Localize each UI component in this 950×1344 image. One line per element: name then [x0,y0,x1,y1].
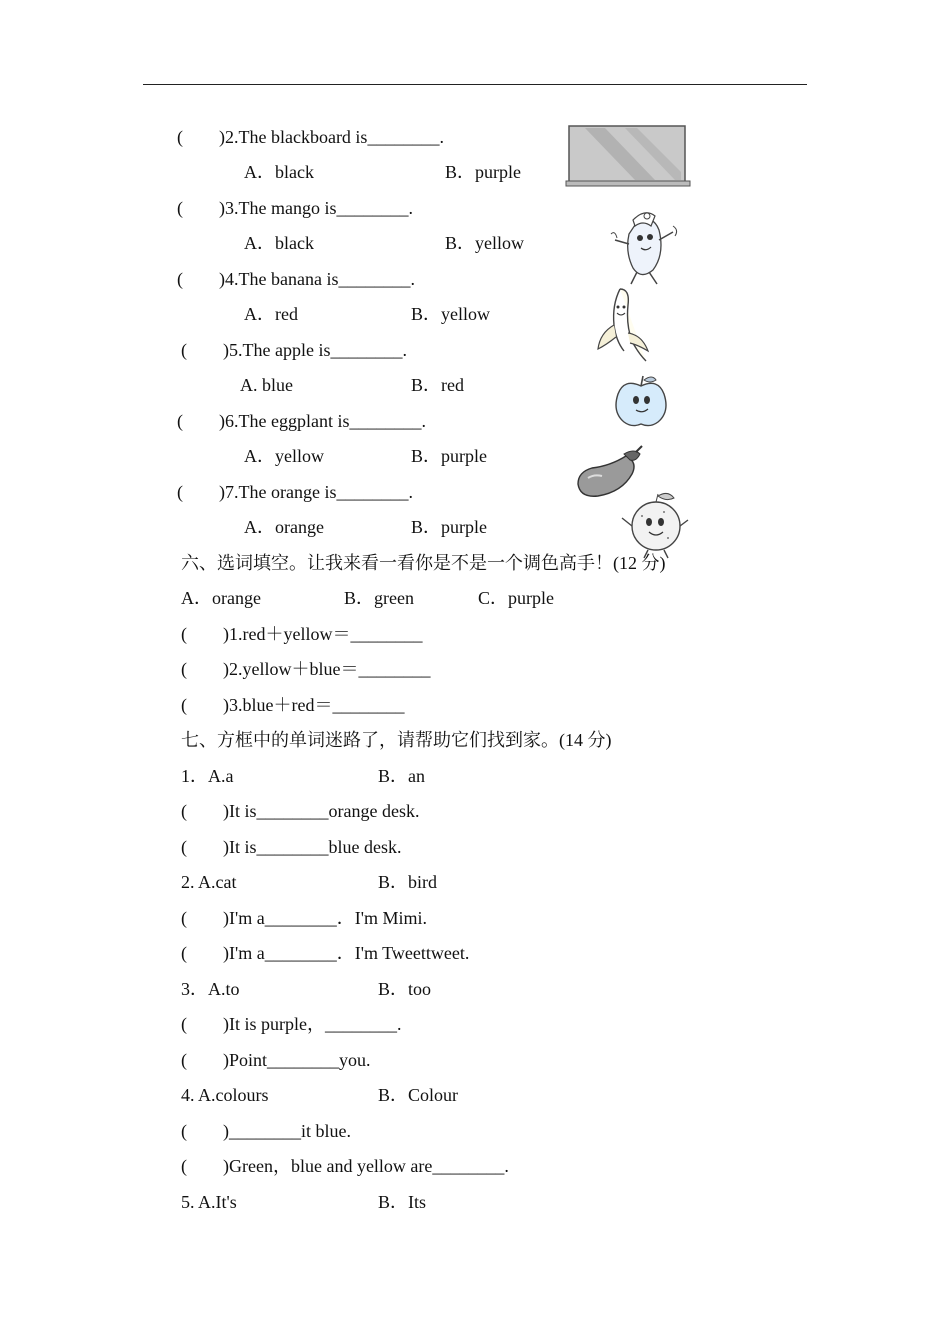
fill-item: ( )Green，blue and yellow are________. [181,1156,509,1176]
orange-illustration [618,490,692,560]
option-b: B．purple [411,446,487,466]
word-option: B．too [378,979,432,999]
option-a: A．black [244,233,314,253]
question-stem: ( )7.The orange is________. [177,482,413,502]
mango-illustration [607,204,683,288]
fill-item: ( )It is________orange desk. [181,801,420,821]
question-stem: ( )5.The apple is________. [181,340,407,360]
option-b: B．yellow [411,304,490,324]
word-option: 2. A.cat [181,872,237,892]
word-option: B．an [378,766,425,786]
option-a: A．red [244,304,298,324]
word-option: B．Its [378,1192,427,1212]
question-stem: ( )3.The mango is________. [177,198,413,218]
question-stem: ( )4.The banana is________. [177,269,415,289]
fill-item: ( )________it blue. [181,1121,351,1141]
option-b: B．yellow [445,233,524,253]
word-option: 3．A.to [181,979,240,999]
word-option: 4. A.colours [181,1085,269,1105]
apple-illustration [610,372,672,430]
word-option: A．orange [181,588,261,608]
fill-item: ( )It is________blue desk. [181,837,402,857]
blackboard-illustration [565,124,691,188]
fill-item: ( )2.yellow＋blue＝________ [181,659,431,679]
word-option: C．purple [478,588,554,608]
banana-illustration [590,285,654,367]
word-option: 1．A.a [181,766,234,786]
fill-item: ( )It is purple，________. [181,1014,402,1034]
section-heading: 七、方框中的单词迷路了，请帮助它们找到家。(14 分) [181,730,612,750]
option-b: B．purple [411,517,487,537]
question-stem: ( )6.The eggplant is________. [177,411,426,431]
word-option: B．green [344,588,414,608]
word-option: B．bird [378,872,438,892]
fill-item: ( )Point________you. [181,1050,371,1070]
option-a: A．yellow [244,446,324,466]
fill-item: ( )1.red＋yellow＝________ [181,624,423,644]
option-a: A. blue [240,375,293,395]
fill-item: ( )I'm a________．I'm Mimi. [181,908,427,928]
option-a: A．orange [244,517,324,537]
option-b: B．red [411,375,464,395]
fill-item: ( )3.blue＋red＝________ [181,695,405,715]
option-b: B．purple [445,162,521,182]
option-a: A．black [244,162,314,182]
question-stem: ( )2.The blackboard is________. [177,127,444,147]
section-heading: 六、选词填空。让我来看一看你是不是一个调色高手！(12 分) [181,553,666,573]
word-option: 5. A.It's [181,1192,237,1212]
word-option: B．Colour [378,1085,459,1105]
header-rule [143,84,807,85]
fill-item: ( )I'm a________．I'm Tweettweet. [181,943,470,963]
